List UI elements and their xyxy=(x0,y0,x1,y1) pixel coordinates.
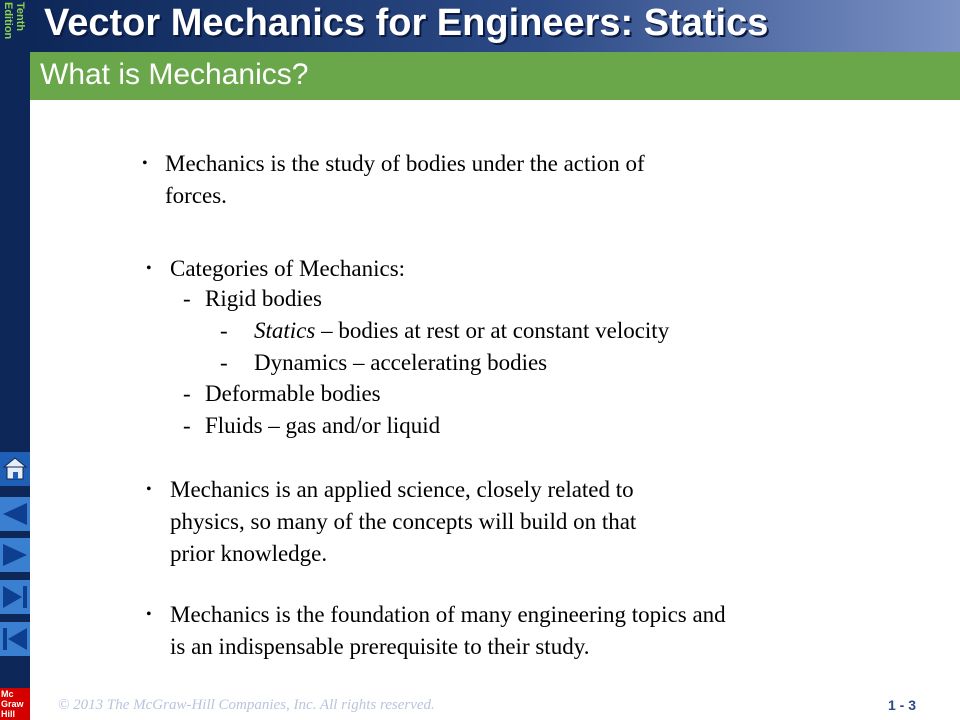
bullet-text-line: prior knowledge. xyxy=(170,541,328,566)
bullet-categories xyxy=(146,253,826,285)
bullet-text-line: forces. xyxy=(165,183,227,208)
slide-title: What is Mechanics? xyxy=(40,58,309,91)
home-button[interactable] xyxy=(0,452,30,486)
logo-line-1: Mc xyxy=(1,689,14,699)
bullet-definition xyxy=(142,148,822,212)
categories-heading: Categories of Mechanics: xyxy=(170,256,406,281)
bullet-text-line: Mechanics is the foundation of many engineering topics and xyxy=(170,602,726,627)
bullet-dot: • xyxy=(146,260,152,277)
category-deformable-bodies: - Deformable bodies xyxy=(183,381,381,406)
previous-icon xyxy=(0,497,30,531)
first-icon xyxy=(0,622,30,656)
next-button[interactable] xyxy=(0,538,30,572)
dynamics-text: Dynamics – accelerating bodies xyxy=(254,350,548,375)
last-icon xyxy=(0,580,30,614)
subcategory-statics: - Statics – bodies at rest or at constant velocity xyxy=(220,318,670,343)
bullet-applied-science xyxy=(146,474,826,570)
category-fluids: - Fluids – gas and/or liquid xyxy=(183,413,441,438)
statics-term: Statics xyxy=(254,318,316,343)
bullet-text-line: is an indispensable prerequisite to their study. xyxy=(170,634,590,659)
bullet-text-line: physics, so many of the concepts will build on that xyxy=(170,509,637,534)
bullet-dot: • xyxy=(142,155,148,172)
bullet-text-line: Mechanics is an applied science, closely related to xyxy=(170,477,634,502)
header-bar xyxy=(30,0,960,52)
logo-line-2: Graw xyxy=(1,699,24,709)
mcgraw-hill-logo xyxy=(0,688,30,720)
edition-label xyxy=(0,0,30,64)
last-slide-button[interactable] xyxy=(0,580,30,614)
category-text: Fluids – gas and/or liquid xyxy=(205,413,441,438)
home-icon xyxy=(0,452,30,486)
page-number: 1 - 3 xyxy=(888,697,917,713)
bullet-text-line: Mechanics is the study of bodies under the action of xyxy=(165,151,645,176)
bullet-foundation xyxy=(146,599,846,663)
first-slide-button[interactable] xyxy=(0,622,30,656)
slide-title-bar xyxy=(30,52,960,100)
bullet-dot: • xyxy=(146,481,152,498)
logo-line-3: Hill xyxy=(1,709,16,719)
previous-button[interactable] xyxy=(0,497,30,531)
category-text: Deformable bodies xyxy=(205,381,381,406)
subcategory-dynamics: - Dynamics – accelerating bodies xyxy=(220,350,548,375)
next-icon xyxy=(0,538,30,572)
category-rigid-bodies: - Rigid bodies xyxy=(183,286,322,311)
edition-text: Tenth Edition xyxy=(2,2,26,40)
book-title: Vector Mechanics for Engineers: Statics xyxy=(44,2,769,44)
copyright-notice: © 2013 The McGraw-Hill Companies, Inc. All rights reserved. xyxy=(58,697,435,713)
sidebar xyxy=(0,0,30,720)
bullet-dot: • xyxy=(146,606,152,623)
statics-description: – bodies at rest or at constant velocity xyxy=(315,318,670,343)
category-text: Rigid bodies xyxy=(205,286,322,311)
